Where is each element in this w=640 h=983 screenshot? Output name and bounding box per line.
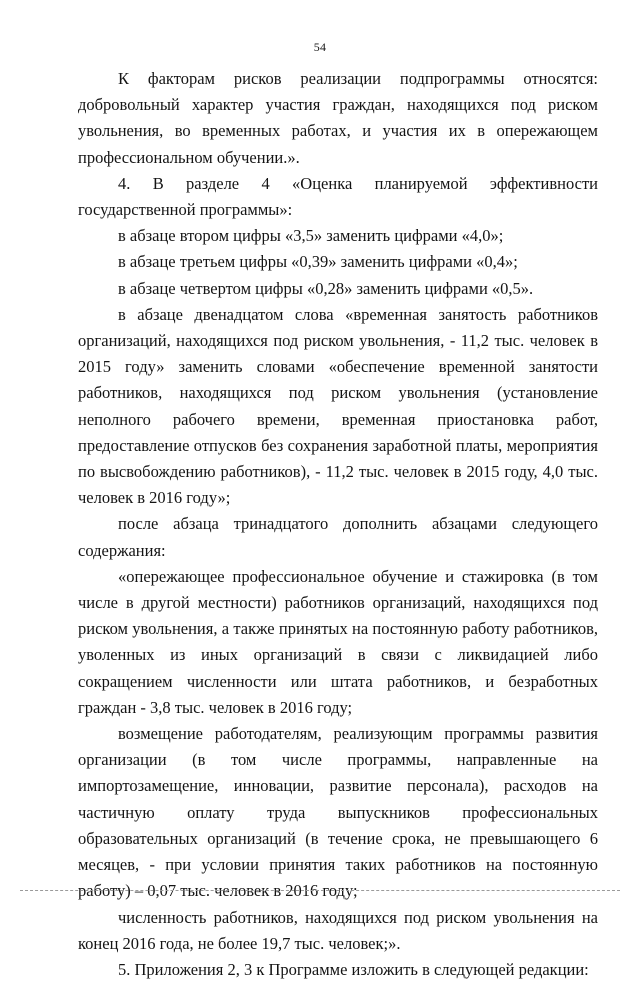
paragraph-after-thirteenth: после абзаца тринадцатого дополнить абзацами следующего содержания: <box>78 514 598 560</box>
paragraph-amend-second: в абзаце втором цифры «3,5» заменить цифрами «4,0»; <box>118 226 504 246</box>
paragraph-amend-twelfth: в абзаце двенадцатом слова «временная занятость работников организаций, находящихся под риском увольнения, - 11,2 тыс. человек в 2015 году» заменить словами «обеспечение временной занятости работников, находящихся под риском увольнения (установление неполного рабочего времени, временная приостановка работ, предоставление отпусков без сохранения заработной платы, мероприятия по высвобождению работников), - 11,2 тыс. человек в 2015 году, 4,0 тыс. человек в 2016 году»; <box>78 304 598 508</box>
page-number: 54 <box>313 40 327 54</box>
paragraph-section-4-heading: 4. В разделе 4 «Оценка планируемой эффективности государственной программы»: <box>78 173 598 220</box>
page-bottom-divider <box>20 890 620 891</box>
paragraph-risk-factors: К факторам рисков реализации подпрограммы относятся: добровольный характер участия граждан, находящихся под риском увольнения, во временных работах, и участия их в опережающем профессиональном обучении.». <box>78 69 598 167</box>
paragraph-employer-reimbursement: возмещение работодателям, реализующим программы развития организации (в том числе программы, направленные на импортозамещение, инновации, развитие персонала), расходов на частичную оплату труда выпускников профессиональных образовательных организаций (в течение срока, не превышающего 6 месяцев, - при условии принятия таких работников на постоянную работу) – 0,07 тыс. человек в 2016 году; <box>78 724 598 901</box>
paragraph-advance-training: «опережающее профессиональное обучение и стажировка (в том числе в другой местности) работников организаций, находящихся под риском увольнения, а также принятых на постоянную работу работников, уволенных из иных организаций в связи с ликвидацией либо сокращением численности или штата работников, и безработных граждан - 3,8 тыс. человек в 2016 году; <box>78 566 598 717</box>
document-body <box>78 66 598 983</box>
paragraph-amend-fourth: в абзаце четвертом цифры «0,28» заменить цифрами «0,5». <box>118 278 534 298</box>
paragraph-amend-third: в абзаце третьем цифры «0,39» заменить цифрами «0,4»; <box>118 252 518 272</box>
paragraph-workers-at-risk: численность работников, находящихся под риском увольнения на конец 2016 года, не более 19,7 тыс. человек;». <box>78 907 598 953</box>
paragraph-appendices: 5. Приложения 2, 3 к Программе изложить в следующей редакции: <box>118 959 589 979</box>
